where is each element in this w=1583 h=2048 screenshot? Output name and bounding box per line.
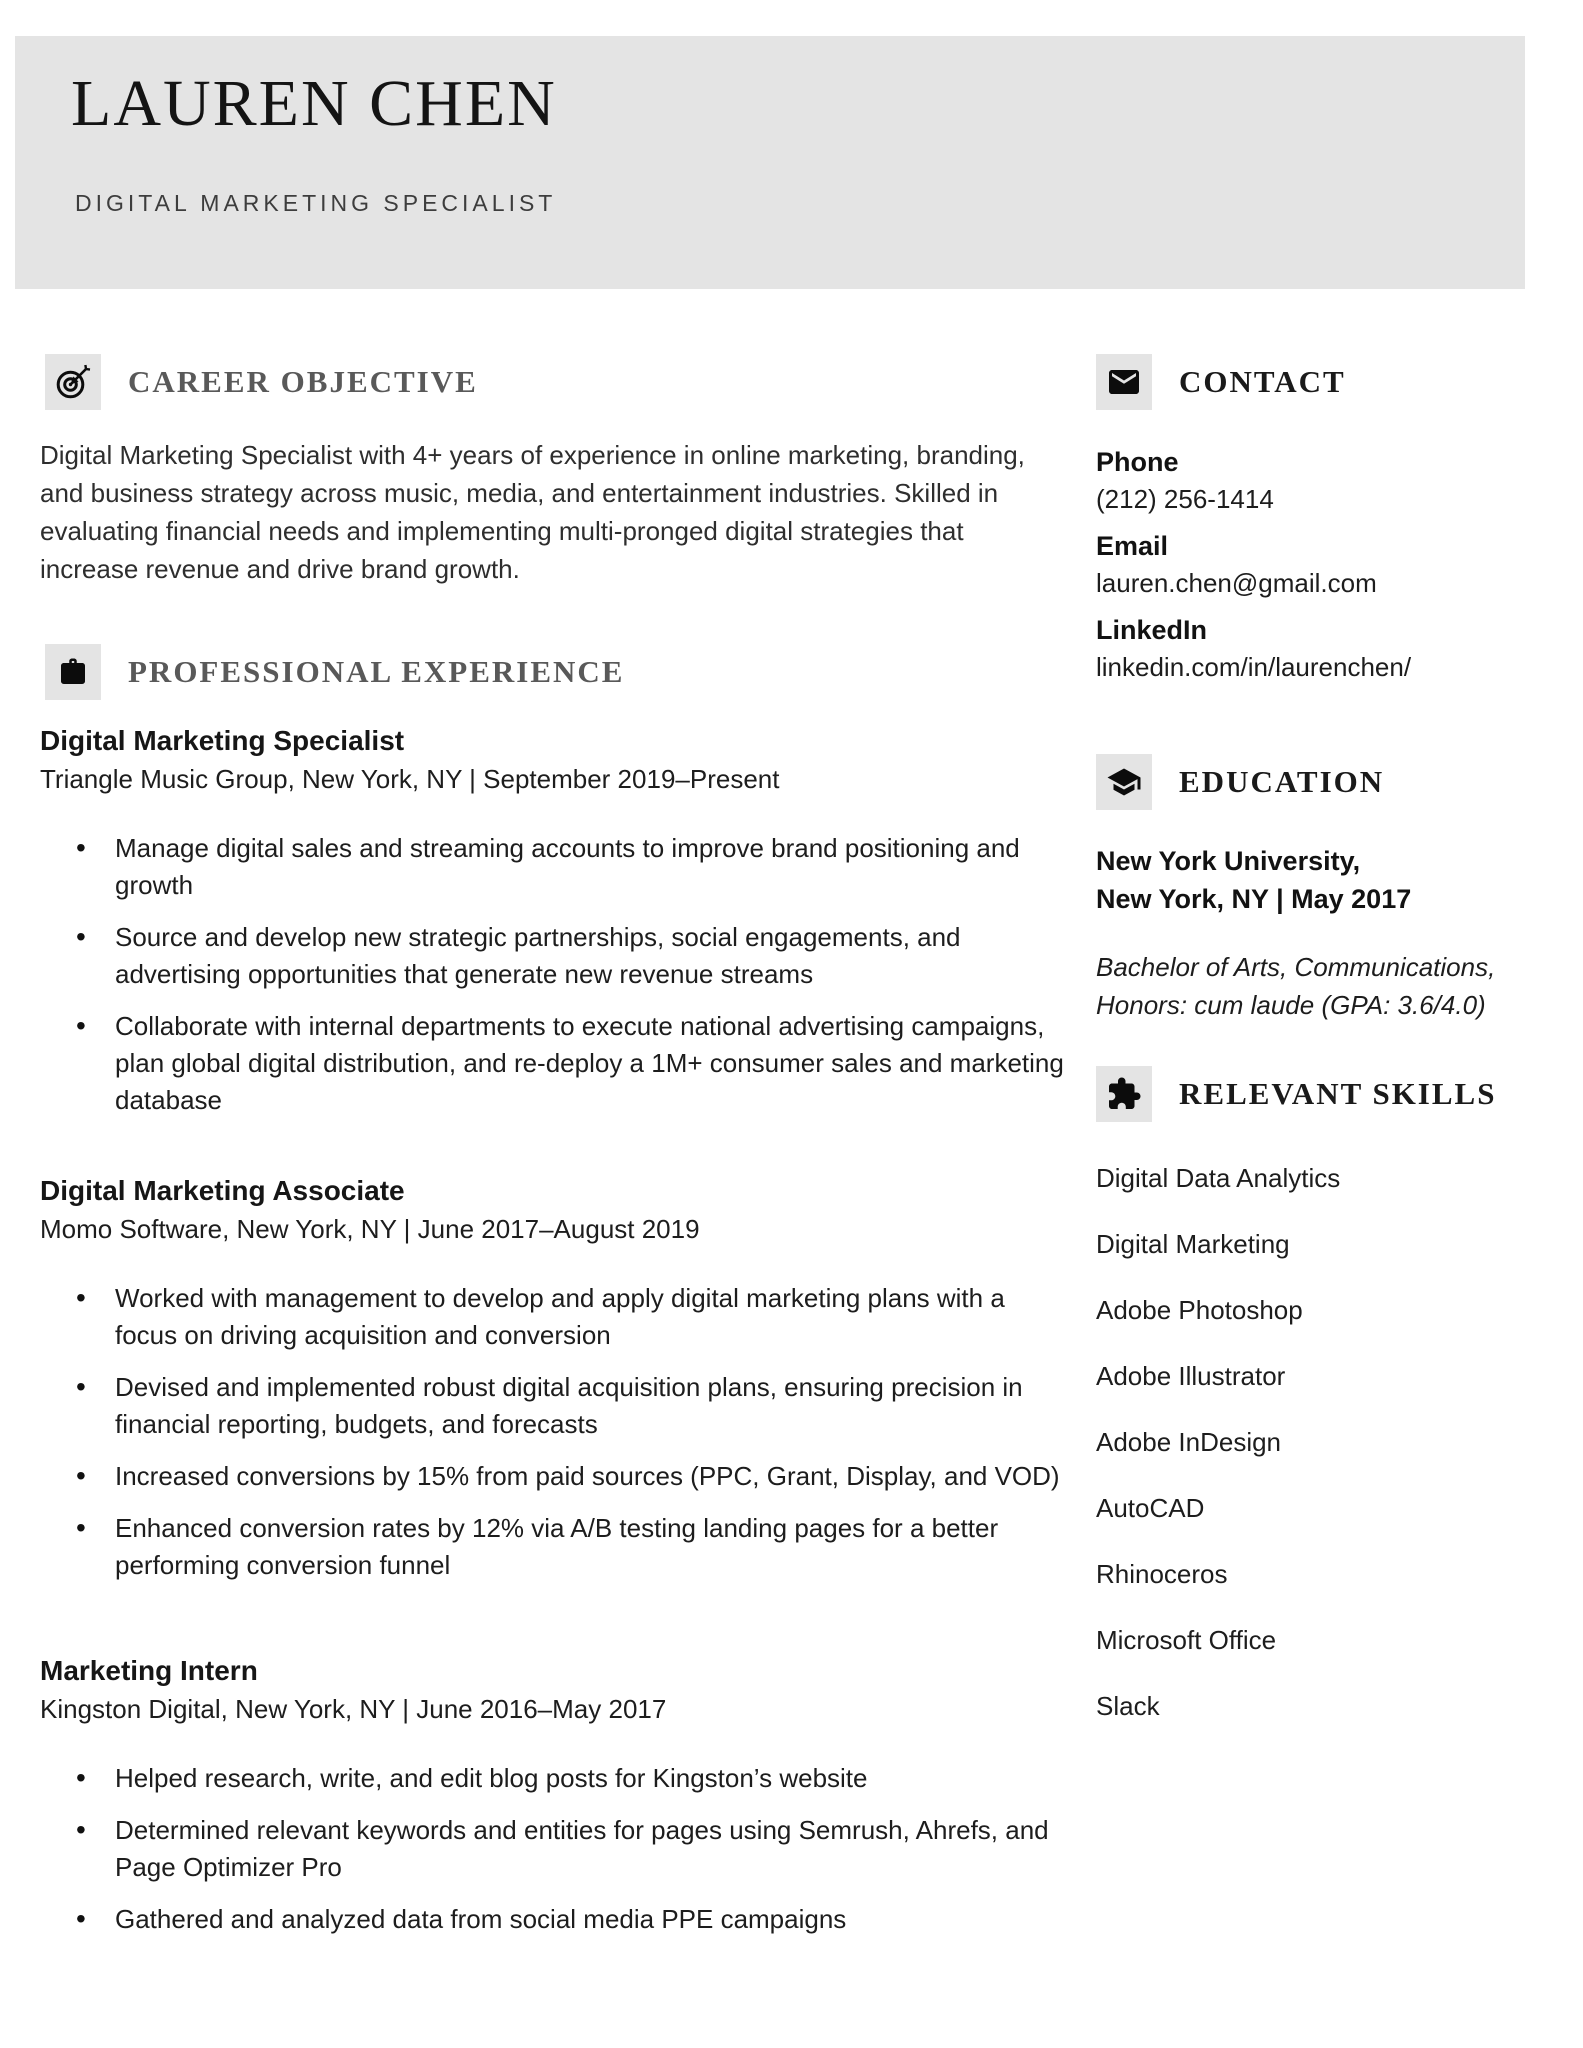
bullet-item: • Manage digital sales and streaming accounts to improve brand positioning and growth: [40, 830, 1065, 904]
skill-item: Digital Data Analytics: [1096, 1163, 1341, 1193]
job-bullets: [40, 1280, 1065, 1584]
education-degree: [1096, 948, 1566, 1024]
education-degree-line: Bachelor of Arts, Communications,: [1096, 952, 1496, 982]
contact-value: lauren.chen@gmail.com: [1096, 568, 1377, 598]
header-band: [15, 36, 1525, 289]
bullet-item: • Helped research, write, and edit blog posts for Kingston’s website: [40, 1760, 1065, 1797]
job-title: Digital Marketing Associate: [40, 1175, 405, 1206]
section-header-skills: [1096, 1066, 1496, 1122]
bullet-item: • Devised and implemented robust digital acquisition plans, ensuring precision in financial reporting, budgets, and forecasts: [40, 1369, 1065, 1443]
job-title: Digital Marketing Specialist: [40, 725, 405, 756]
skill-item: Adobe InDesign: [1096, 1427, 1282, 1457]
section-header-experience: [45, 644, 624, 700]
bullet-item: • Worked with management to develop and apply digital marketing plans with a focus on driving acquisition and conversion: [40, 1280, 1065, 1354]
bullet-item: • Collaborate with internal departments to execute national advertising campaigns, plan global digital distribution, and re-deploy a 1M+ consumer sales and marketing database: [40, 1008, 1065, 1119]
job-meta: Momo Software, New York, NY | June 2017–August 2019: [40, 1214, 700, 1244]
bullet-item: • Enhanced conversion rates by 12% via A/B testing landing pages for a better performing conversion funnel: [40, 1510, 1065, 1584]
contact-item-linkedin: [1096, 612, 1556, 686]
contact-item-email: [1096, 528, 1556, 602]
skill-item: Microsoft Office: [1096, 1625, 1277, 1655]
bullet-item: • Determined relevant keywords and entities for pages using Semrush, Ahrefs, and Page Optimizer Pro: [40, 1812, 1065, 1886]
job-entry: [40, 1654, 1065, 1953]
skill-item: Rhinoceros: [1096, 1559, 1228, 1589]
skill-item: Adobe Illustrator: [1096, 1361, 1286, 1391]
education-heading: EDUCATION: [1179, 764, 1385, 799]
bullet-item: • Gathered and analyzed data from social media PPE campaigns: [40, 1901, 1065, 1938]
target-icon: [45, 354, 101, 410]
skills-heading: RELEVANT SKILLS: [1179, 1076, 1497, 1111]
contact-value: linkedin.com/in/laurenchen/: [1096, 652, 1412, 682]
section-header-career-objective: [45, 354, 478, 410]
education-honors-line: Honors: cum laude (GPA: 3.6/4.0): [1096, 990, 1486, 1020]
contact-value: (212) 256-1414: [1096, 484, 1274, 514]
job-title: Marketing Intern: [40, 1655, 258, 1686]
contact-label: Email: [1096, 531, 1169, 561]
contact-heading: CONTACT: [1179, 364, 1346, 399]
experience-heading: PROFESSIONAL EXPERIENCE: [128, 654, 625, 689]
skills-list: [1096, 1160, 1556, 1754]
puzzle-icon: [1096, 1066, 1152, 1122]
job-entry: [40, 724, 1065, 1134]
section-header-education: [1096, 754, 1384, 810]
education-body: [1096, 842, 1566, 1024]
contact-item-phone: [1096, 444, 1556, 518]
education-school: [1096, 842, 1566, 918]
skill-item: Adobe Photoshop: [1096, 1295, 1303, 1325]
bullet-item: • Source and develop new strategic partnerships, social engagements, and advertising opportunities that generate new revenue streams: [40, 919, 1065, 993]
envelope-icon: [1096, 354, 1152, 410]
briefcase-icon: [45, 644, 101, 700]
career-objective-heading: CAREER OBJECTIVE: [128, 364, 478, 399]
job-bullets: [40, 1760, 1065, 1938]
graduation-cap-icon: [1096, 754, 1152, 810]
contact-label: Phone: [1096, 447, 1179, 477]
career-objective-text: Digital Marketing Specialist with 4+ years of experience in online marketing, branding, and business strategy across music, media, and entertainment industries. Skilled in evaluating financial needs and implementing multi-pronged digital strategies that increase revenue and drive brand growth.: [40, 440, 1025, 584]
contact-list: [1096, 444, 1556, 696]
job-bullets: [40, 830, 1065, 1119]
skill-item: Digital Marketing: [1096, 1229, 1290, 1259]
person-title: DIGITAL MARKETING SPECIALIST: [75, 190, 557, 216]
job-meta: Triangle Music Group, New York, NY | September 2019–Present: [40, 764, 780, 794]
education-school-meta: New York, NY | May 2017: [1096, 884, 1412, 914]
skill-item: Slack: [1096, 1691, 1160, 1721]
bullet-item: • Increased conversions by 15% from paid sources (PPC, Grant, Display, and VOD): [40, 1458, 1065, 1495]
education-school-name: New York University,: [1096, 846, 1361, 876]
person-name: LAUREN CHEN: [71, 67, 557, 140]
skill-item: AutoCAD: [1096, 1493, 1205, 1523]
job-meta: Kingston Digital, New York, NY | June 2016–May 2017: [40, 1694, 667, 1724]
contact-label: LinkedIn: [1096, 615, 1208, 645]
section-header-contact: [1096, 354, 1346, 410]
job-entry: [40, 1174, 1065, 1599]
